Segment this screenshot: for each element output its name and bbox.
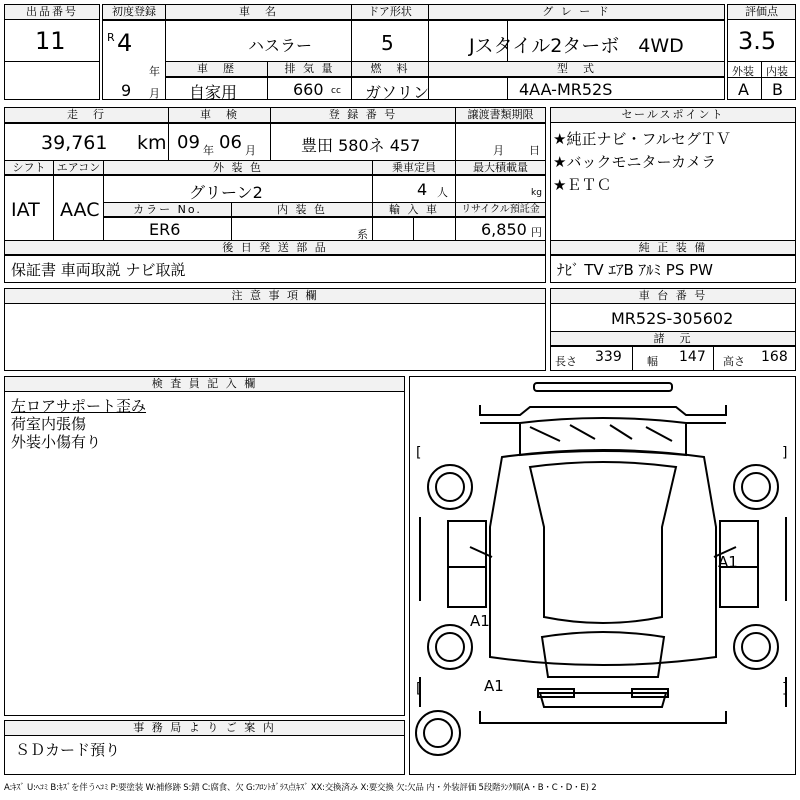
lot-number-box bbox=[4, 4, 100, 100]
inspection-month-unit: 月 bbox=[245, 144, 256, 157]
recycle-deposit-label: リサイクル預託金 bbox=[456, 203, 545, 217]
office-box bbox=[4, 720, 405, 775]
inspection-month: 06 bbox=[219, 132, 242, 153]
recycle-deposit: 6,850 bbox=[481, 220, 527, 239]
dimensions-label: 諸 元 bbox=[551, 332, 795, 346]
model-code: 4AA-MR52S bbox=[519, 80, 613, 99]
interior-grade: B bbox=[772, 80, 783, 99]
aircon-label: エアコン bbox=[54, 161, 103, 175]
grade-label: グ レ ー ド bbox=[429, 5, 724, 20]
displacement-unit: cc bbox=[331, 86, 341, 96]
mileage-label: 走 行 bbox=[5, 108, 168, 123]
width-label: 幅 bbox=[647, 355, 658, 368]
sales-points-label: セールスポイント bbox=[551, 108, 795, 123]
era-label: R bbox=[107, 31, 115, 44]
inspector-notes-label: 検 査 員 記 入 欄 bbox=[5, 377, 404, 392]
first-registration-label: 初度登録 bbox=[103, 5, 165, 20]
lot-number: 11 bbox=[35, 27, 66, 55]
load-unit: kg bbox=[531, 188, 542, 198]
score: 3.5 bbox=[738, 27, 777, 55]
registration-year: 4 bbox=[117, 29, 133, 57]
genuine-equipment-label: 純 正 装 備 bbox=[551, 241, 795, 255]
score-label: 評価点 bbox=[728, 5, 795, 20]
inspector-line-1: 左ロアサポート歪み bbox=[11, 397, 147, 415]
inspector-box bbox=[4, 376, 405, 716]
office-notice-label: 事 務 局 よ り ご 案 内 bbox=[5, 721, 404, 736]
inspection-year-unit: 年 bbox=[203, 144, 214, 157]
sales-point-3: ★ＥＴＣ bbox=[553, 176, 612, 194]
car-name: ハスラー bbox=[248, 36, 313, 55]
capacity: 4 bbox=[417, 180, 428, 199]
bracket-right: ] bbox=[782, 445, 788, 461]
lot-number-label: 出品番号 bbox=[5, 5, 99, 20]
bracket-right-lower: ] bbox=[782, 681, 788, 697]
door-type-label: ドア形状 bbox=[352, 5, 428, 20]
displacement-label: 排 気 量 bbox=[268, 62, 351, 77]
mileage: 39,761 bbox=[41, 132, 108, 154]
details-box bbox=[4, 107, 546, 283]
plate-label: 登 録 番 号 bbox=[271, 108, 455, 123]
interior-color-label: 内 装 色 bbox=[232, 203, 372, 217]
exterior-label: 外装 bbox=[732, 65, 754, 78]
exterior-color: グリーン2 bbox=[189, 183, 263, 202]
length-label: 長さ bbox=[555, 355, 577, 368]
displacement: 660 bbox=[293, 80, 324, 99]
vehicle-header-box bbox=[102, 4, 725, 100]
interior-label: 内装 bbox=[766, 65, 788, 78]
transfer-deadline-label: 譲渡書類期限 bbox=[456, 108, 545, 123]
width-value: 147 bbox=[679, 349, 706, 365]
later-parts-label: 後 日 発 送 部 品 bbox=[5, 241, 545, 255]
damage-mark-right-side: A1 bbox=[718, 553, 738, 571]
mileage-unit: km bbox=[137, 132, 167, 154]
exterior-color-label: 外 装 色 bbox=[104, 161, 372, 175]
inspector-line-3: 外装小傷有り bbox=[11, 433, 102, 451]
legend-text: A:ｷｽﾞ U:ﾍｺﾐ B:ｷｽﾞを伴うﾍｺﾐ P:要塗装 W:補修跡 S:錆 C:腐食、欠 G:ﾌﾛﾝﾄｶﾞﾗｽ点ｷｽﾞ XX:交換済み X:要交換 欠:欠品 内・外装評価 5段階ﾗﾝｸ順(A・B・C・D・E) 2 bbox=[4, 783, 597, 793]
capacity-unit: 人 bbox=[437, 186, 448, 199]
inspection-label: 車 検 bbox=[169, 108, 270, 123]
aircon-type: AAC bbox=[60, 199, 100, 221]
year-unit: 年 bbox=[149, 65, 160, 78]
transfer-month-unit: 月 bbox=[493, 144, 504, 157]
month-unit: 月 bbox=[149, 87, 160, 100]
capacity-label: 乗車定員 bbox=[373, 161, 455, 175]
inspector-line-2: 荷室内張傷 bbox=[11, 415, 87, 433]
height-label: 高さ bbox=[723, 355, 745, 368]
bracket-left: [ bbox=[416, 445, 422, 461]
fuel: ガソリン bbox=[365, 83, 430, 102]
history-label: 車 歴 bbox=[166, 62, 267, 77]
import-label: 輸 入 車 bbox=[373, 203, 455, 217]
car-name-label: 車 名 bbox=[166, 5, 351, 20]
notes-box bbox=[4, 288, 546, 371]
color-number: ER6 bbox=[149, 220, 181, 239]
model-label: 型 式 bbox=[429, 62, 724, 77]
bracket-left-lower: [ bbox=[416, 681, 422, 697]
chassis-number-label: 車 台 番 号 bbox=[551, 289, 795, 304]
chassis-box bbox=[550, 288, 796, 371]
notes-label: 注 意 事 項 欄 bbox=[5, 289, 545, 304]
length-value: 339 bbox=[595, 349, 622, 365]
chassis-number: MR52S-305602 bbox=[611, 309, 734, 328]
interior-color-unit: 系 bbox=[357, 228, 368, 241]
car-diagram bbox=[409, 376, 796, 775]
score-box bbox=[727, 4, 796, 100]
door-count: 5 bbox=[381, 31, 394, 55]
sales-points-box bbox=[550, 107, 796, 283]
height-value: 168 bbox=[761, 349, 788, 365]
history: 自家用 bbox=[189, 83, 238, 102]
max-load-label: 最大積載量 bbox=[456, 161, 545, 175]
car-outline-diagram bbox=[410, 377, 795, 774]
fuel-label: 燃 料 bbox=[352, 62, 428, 77]
later-parts-text: 保証書 車両取説 ナビ取説 bbox=[11, 261, 186, 279]
damage-mark-left-door: A1 bbox=[470, 612, 490, 630]
recycle-unit: 円 bbox=[531, 226, 542, 239]
color-number-label: カラー No. bbox=[104, 203, 231, 217]
grade: Jスタイル2ターボ 4WD bbox=[469, 35, 684, 57]
transfer-day-unit: 日 bbox=[529, 144, 540, 157]
sales-point-1: ★純正ナビ・フルセグＴＶ bbox=[553, 130, 731, 148]
shift-label: シフト bbox=[5, 161, 53, 175]
genuine-equipment-text: ﾅﾋﾞ TV ｴｱB ｱﾙﾐ PS PW bbox=[557, 261, 713, 279]
exterior-grade: A bbox=[738, 80, 749, 99]
sales-point-2: ★バックモニターカメラ bbox=[553, 153, 717, 171]
plate-number: 豊田 580ネ 457 bbox=[301, 136, 421, 155]
inspection-year: 09 bbox=[177, 132, 200, 153]
registration-month: 9 bbox=[121, 81, 132, 100]
shift-type: IAT bbox=[11, 199, 40, 221]
damage-mark-left-rear: A1 bbox=[484, 677, 504, 695]
office-notice-text: ＳＤカード預り bbox=[15, 741, 121, 759]
